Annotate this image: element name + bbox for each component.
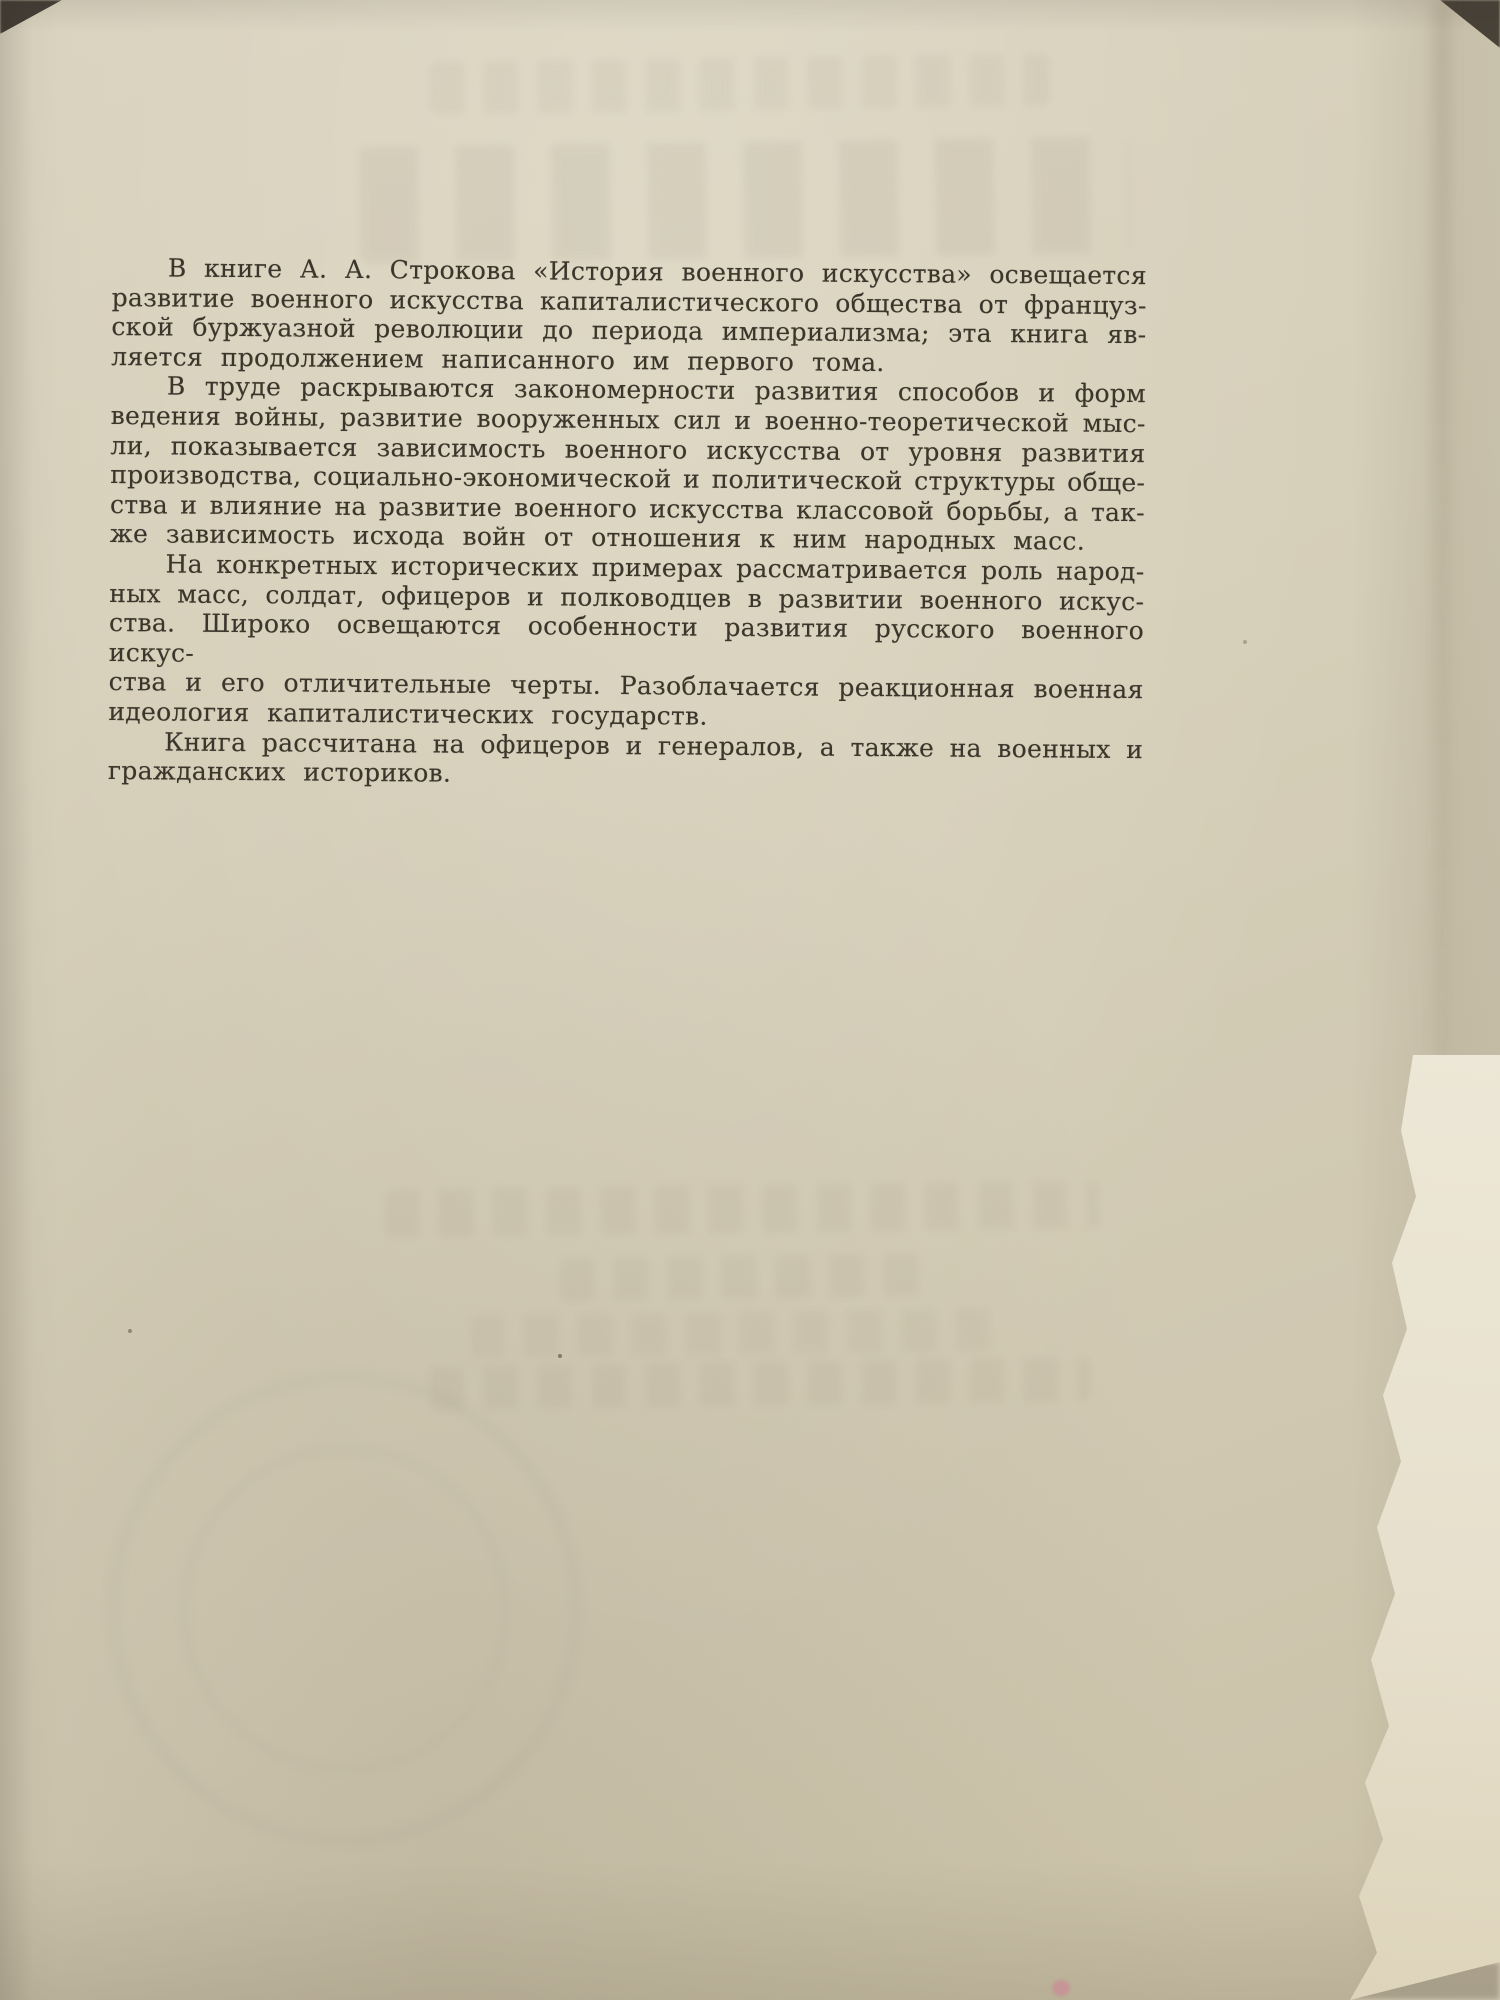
text-line: же зависимость исхода войн от отношения к ним народных масс. bbox=[109, 519, 1086, 557]
text-line: ли, показывается зависимость военного искусства от уровня развития bbox=[110, 430, 1146, 468]
text-line: На конкретных исторических примерах рассматривается роль народ- bbox=[165, 549, 1145, 587]
pink-mark bbox=[1052, 1980, 1070, 1996]
text-line: ных масс, солдат, офицеров и полководцев в развитии военного искус- bbox=[109, 578, 1145, 616]
paper-specks bbox=[558, 1354, 562, 1358]
text-line: ства. Широко освещаются особенности развития русского военного искус- bbox=[108, 608, 1145, 668]
text-line: гражданских историков. bbox=[107, 756, 452, 788]
text-line: идеология капиталистических государств. bbox=[108, 696, 708, 731]
text-line: ведения войны, развитие вооруженных сил и военно-теоретической мыс- bbox=[110, 400, 1146, 439]
annotation-text-block bbox=[108, 253, 1147, 794]
text-line: производства, социально-экономической и политической структуры обще- bbox=[110, 460, 1146, 498]
text-line: В труде раскрываются закономерности развития способов и форм bbox=[166, 371, 1147, 409]
text-line: ской буржуазной революции до периода империализма; эта книга яв- bbox=[111, 312, 1147, 350]
text-line: Книга рассчитана на офицеров и генералов, а также на военных и bbox=[164, 726, 1144, 764]
text-line: ства и влияние на развитие военного искусства классовой борьбы, а так- bbox=[109, 489, 1146, 527]
text-line: ства и его отличительные черты. Разоблачается реакционная военная bbox=[108, 667, 1144, 705]
text-line: развитие военного искусства капиталистического общества от француз- bbox=[111, 282, 1147, 320]
text-line: В книге А. А. Строкова «История военного искусства» освещается bbox=[167, 253, 1147, 291]
text-line: ляется продолжением написанного им первого тома. bbox=[111, 341, 885, 377]
